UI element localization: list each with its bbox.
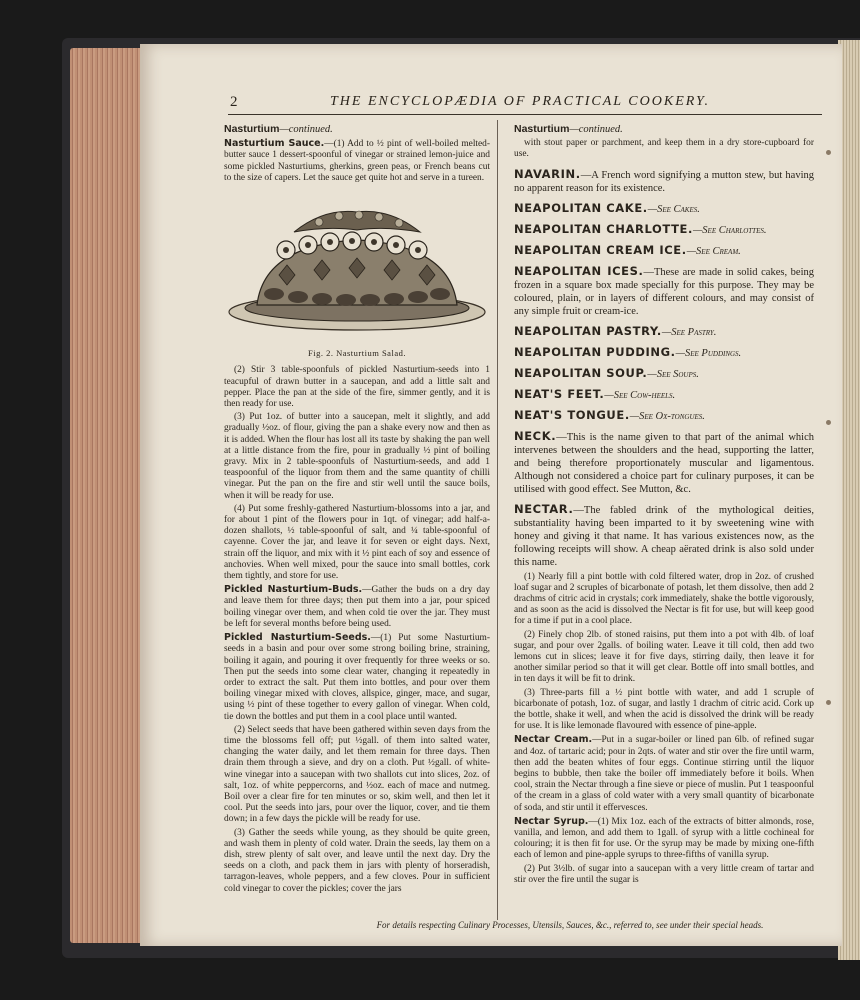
page-number: 2 — [230, 94, 238, 110]
figure-caption: Fig. 2. Nasturtium Salad. — [308, 348, 406, 359]
seeds-recipe-3: (3) Gather the seeds while young, as they should be quite green, and wash them in plenty of cold water. Drain the seeds, lay them on a dish, strew plenty of salt over, and leave until the next day. Dry the seeds on a cloth, and pack them in jars with plenty of horseradish, tarragon-leaves, whole peppers, and a few cloves. Pour in sufficient cold vinegar to cover the pickles; cover the jars — [224, 827, 490, 894]
nectar-recipe-1: (1) Nearly fill a pint bottle with cold filtered water, drop in 2oz. of crushed loaf sugar and 2 scruples of bicarbonate of potash, let them dissolve, then add 2 drachms of citric acid in crystals; cork immediately, shake the bottle vigorously, and as soon as the acid is dissolved the Nectar is fit for use, but will keep good for a time if put in a cool place. — [514, 571, 814, 627]
entry-neapolitan-cake: NEAPOLITAN CAKE.—See Cakes. — [514, 200, 700, 215]
syrup-recipe-2: (2) Put 3½lb. of sugar into a saucepan with a very little cream of tartar and stir over the fire until the sugar is — [514, 863, 814, 885]
entry-nasturtium-sauce: Nasturtium Sauce.—(1) Add to ½ pint of well-boiled melted-butter sauce 1 dessert-spoonful of vinegar or strained lemon-juice and some pickled Nasturtiums, gherkins, green peas, or French beans cut to the size of capers. Let the sauce get quite hot and serve in a tureen. — [224, 138, 490, 183]
binding-stitch — [826, 150, 831, 155]
page-footer: For details respecting Culinary Processes, Utensils, Sauces, &c., referred to, see under their special heads. — [376, 920, 764, 930]
page-header — [230, 94, 830, 112]
nectar-recipe-2: (2) Finely chop 2lb. of stoned raisins, put them into a pot with 4lb. of loaf sugar, and pour over 2galls. of boiling water. Leave it till cold, then add two lemons cut in slices; leave it for five days, stirring daily, then leave it for another similar period so that it will get clear. Bottle off into small bottles, and in ten days it will be fit to drink. — [514, 629, 814, 685]
nasturtium-salad-illustration — [224, 190, 490, 340]
continued-text: with stout paper or parchment, and keep them in a dry store-cupboard for use. — [514, 138, 814, 160]
entry-neats-tongue: NEAT'S TONGUE.—See Ox-tongues. — [514, 407, 705, 422]
continued-heading-right: Nasturtium—continued. — [514, 123, 623, 135]
book-page — [140, 44, 842, 946]
entry-neapolitan-ices: NEAPOLITAN ICES.—These are made in solid cakes, being frozen in a square box made specially for this purpose. They may be coloured, plain, or in layers of different colours, and may consist of any simple fruit or cream-ice. — [514, 263, 815, 317]
entry-neats-feet: NEAT'S FEET.—See Cow-heels. — [514, 386, 676, 401]
entry-pickled-buds: Pickled Nasturtium-Buds.—Gather the buds on a dry day and leave them for three days; then put them into a jar, pour spiced boiling vinegar over them, and when cold tie over the jar. They must be left for several months before being used. — [224, 584, 490, 629]
entry-neapolitan-pastry: NEAPOLITAN PASTRY.—See Pastry. — [514, 323, 717, 338]
running-title: THE ENCYCLOPÆDIA OF PRACTICAL COOKERY. — [330, 94, 711, 109]
entry-nectar: NECTAR.—The fabled drink of the mythological deities, substantiality having been imparted to it by sweetening wine with honey and giving it that name. It has various existences now, as the following receipts will show. A cheap aërated drink is also sold under this name. — [514, 501, 814, 568]
entry-navarin: NAVARIN.—A French word signifying a mutton stew, but having no apparent reason for its existence. — [514, 166, 814, 194]
entry-nectar-syrup: Nectar Syrup.—(1) Mix 1oz. each of the extracts of bitter almonds, rose, vanilla, and lemon, and add them to 1gall. of syrup with a little cochineal for colouring; it is then fit for use. Or the syrup may be made by mixing one-fifth each of lemon and pine-apple syrups to three-fifths of vanilla syrup. — [514, 815, 814, 861]
binding-stitch — [826, 700, 831, 705]
entry-neapolitan-charlotte: NEAPOLITAN CHARLOTTE.—See Charlottes. — [514, 221, 767, 236]
page-edges — [70, 48, 140, 943]
sauce-recipe-3: (3) Put 1oz. of butter into a saucepan, melt it slightly, and add gradually ½oz. of flour, giving the pan a shake every now and then as it is added. When the flour has lost all its taste by shaking the pan well at a little distance from the fire, pour in gradually ½ pint of boiling gravy. Mix in 2 table-spoonfuls of Nasturtium-seeds, and add 1 teaspoonful of the liquor from them and the same quantity of chilli vinegar. Put the pan on the fire and stir well until the sauce boils, when it will be ready for use. — [224, 412, 490, 501]
binding-stitch — [826, 420, 831, 425]
entry-neapolitan-soup: NEAPOLITAN SOUP.—See Soups. — [514, 365, 699, 380]
nectar-recipe-3: (3) Three-parts fill a ½ pint bottle with water, and add 1 scruple of bicarbonate of potash, 1oz. of sugar, and lastly 1 drachm of citric acid. Cork up the bottle, shake it well, and when the acid is dissolved the drink will be ready for use. It is like lemonade flavoured with essence of pine-apple. — [514, 687, 814, 732]
sauce-recipe-4: (4) Put some freshly-gathered Nasturtium-blossoms into a jar, and for about 1 pint of the flowers pour in 1qt. of vinegar; add half-a-dozen shallots, ½ table-spoonful of salt, and ¼ table-spoonful of cayenne. Cover the jar, and leave it for seven or eight days. Next, strain off the liquor, and mix with it ½ pint each of soy and essence of anchovies. When well mixed, pour the sauce into small bottles, cork them tightly, and store for use. — [224, 503, 490, 582]
column-divider — [497, 120, 498, 920]
continued-heading: Nasturtium—continued. — [224, 123, 333, 135]
left-column — [224, 122, 490, 897]
entry-nectar-cream: Nectar Cream.—Put in a sugar-boiler or lined pan 6lb. of refined sugar and 4oz. of tartaric acid; pour in 2qts. of water and stir over the fire until warm, then add the beaten whites of four eggs. Continue stirring until the liquor begins to bubble, then take the boiler off immediately before it boils. When cool, strain the Nectar through a fine sieve or piece of muslin. Put 1 teaspoonful of the cream in a glass of cold water with a very small quantity of bicarbonate of soda, and stir until it effervesces. — [514, 734, 814, 813]
entry-pickled-seeds: Pickled Nasturtium-Seeds.—(1) Put some Nasturtium-seeds in a basin and pour over some strong boiling brine, straining, boiling it again, and pouring it over frequently for three weeks or so. Then put the seeds into some clear water, changing it repeatedly in order to extract the salt. Put them into bottles, and pour over them boiling vinegar mixed with cloves, allspice, ginger, mace, and sugar, using ½ pint of these together to every gallon of vinegar. When cold, tie down the bottles and put them in a cool place until wanted. — [224, 632, 490, 722]
entry-neapolitan-cream-ice: NEAPOLITAN CREAM ICE.—See Cream. — [514, 242, 741, 257]
entry-neck: NECK.—This is the name given to that part of the animal which intervenes between the shoulders and the head, supporting the latter, and being therefore proportionately muscular and ligamentous. Although not considered a choice part for culinary purposes, it can be utilised with good effect. See Mutton, &c. — [514, 428, 814, 495]
header-rule — [228, 114, 822, 115]
sauce-recipe-2: (2) Stir 3 table-spoonfuls of pickled Nasturtium-seeds into 1 teacupful of drawn butter in a saucepan, and add a little salt and pepper. Place the pan at the side of the fire, simmer gently, and it is then ready for use. — [224, 365, 490, 410]
seeds-recipe-2: (2) Select seeds that have been gathered within seven days from the time the blossoms fell off; put ½gall. of them into salted water, changing the water daily, and let them remain for three days. Then drain them through a sieve, and dry on a cloth. Put ½gall. of white-wine vinegar into a saucepan with two shallots cut into slices, 2oz. of salt, 1oz. of white peppercorns, and ½oz. each of mace and nutmeg. Boil over a clear fire for ten minutes or so, skim well, and then let it cool. Put the seeds into jars, pour over the liquor, cover, and tie them down; in a few days the pickle will be ready for use. — [224, 724, 490, 825]
entry-neapolitan-pudding: NEAPOLITAN PUDDING.—See Puddings. — [514, 344, 742, 359]
right-column — [514, 122, 814, 888]
